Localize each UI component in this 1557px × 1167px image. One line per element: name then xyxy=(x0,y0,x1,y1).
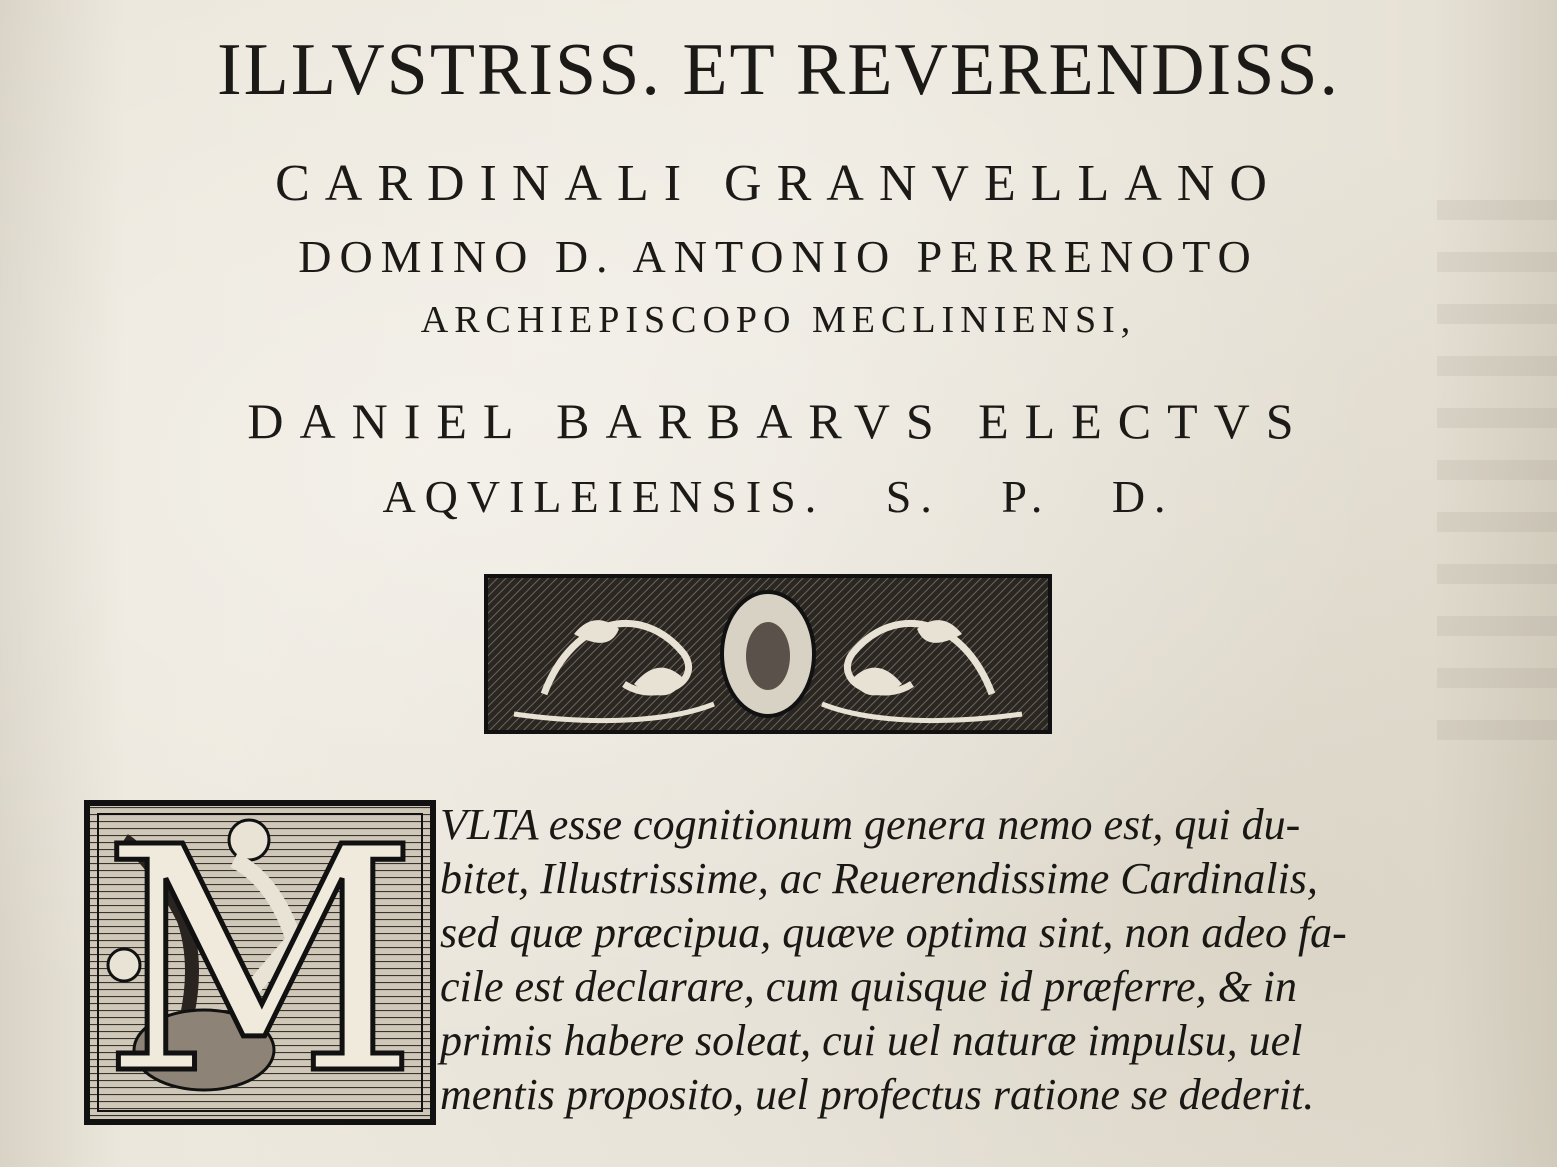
body-line: sed quæ præcipua, quæve optima sint, non adeo fa- xyxy=(440,908,1347,957)
body-paragraph xyxy=(440,798,1520,1122)
heading-line-4: ARCHIEPISCOPO MECLINIENSI, xyxy=(420,299,1137,341)
body-line: primis habere soleat, cui uel naturæ impulsu, uel xyxy=(440,1016,1303,1065)
heading-line-1: ILLVSTRISS. ET REVERENDISS. xyxy=(216,29,1341,111)
woodcut-ornament-icon xyxy=(484,574,1052,734)
heading-line-5: DANIEL BARBARVS ELECTVS xyxy=(247,393,1310,449)
heading-line-2: CARDINALI GRANVELLANO xyxy=(275,155,1282,212)
initial-letter: M xyxy=(101,782,419,1143)
body-line: mentis proposito, uel profectus ratione se dederit. xyxy=(440,1070,1315,1119)
heading-line-3: DOMINO D. ANTONIO PERRENOTO xyxy=(298,231,1259,282)
body-line: VLTA esse cognitionum genera nemo est, qui du- xyxy=(440,800,1301,849)
body-line: cile est declarare, cum quisque id præferre, & in xyxy=(440,962,1298,1011)
heading-line-6: AQVILEIENSIS. S. P. D. xyxy=(382,471,1175,522)
body-line: bitet, Illustrissime, ac Reuerendissime Cardinalis, xyxy=(440,854,1318,903)
decorated-initial xyxy=(84,782,436,1143)
